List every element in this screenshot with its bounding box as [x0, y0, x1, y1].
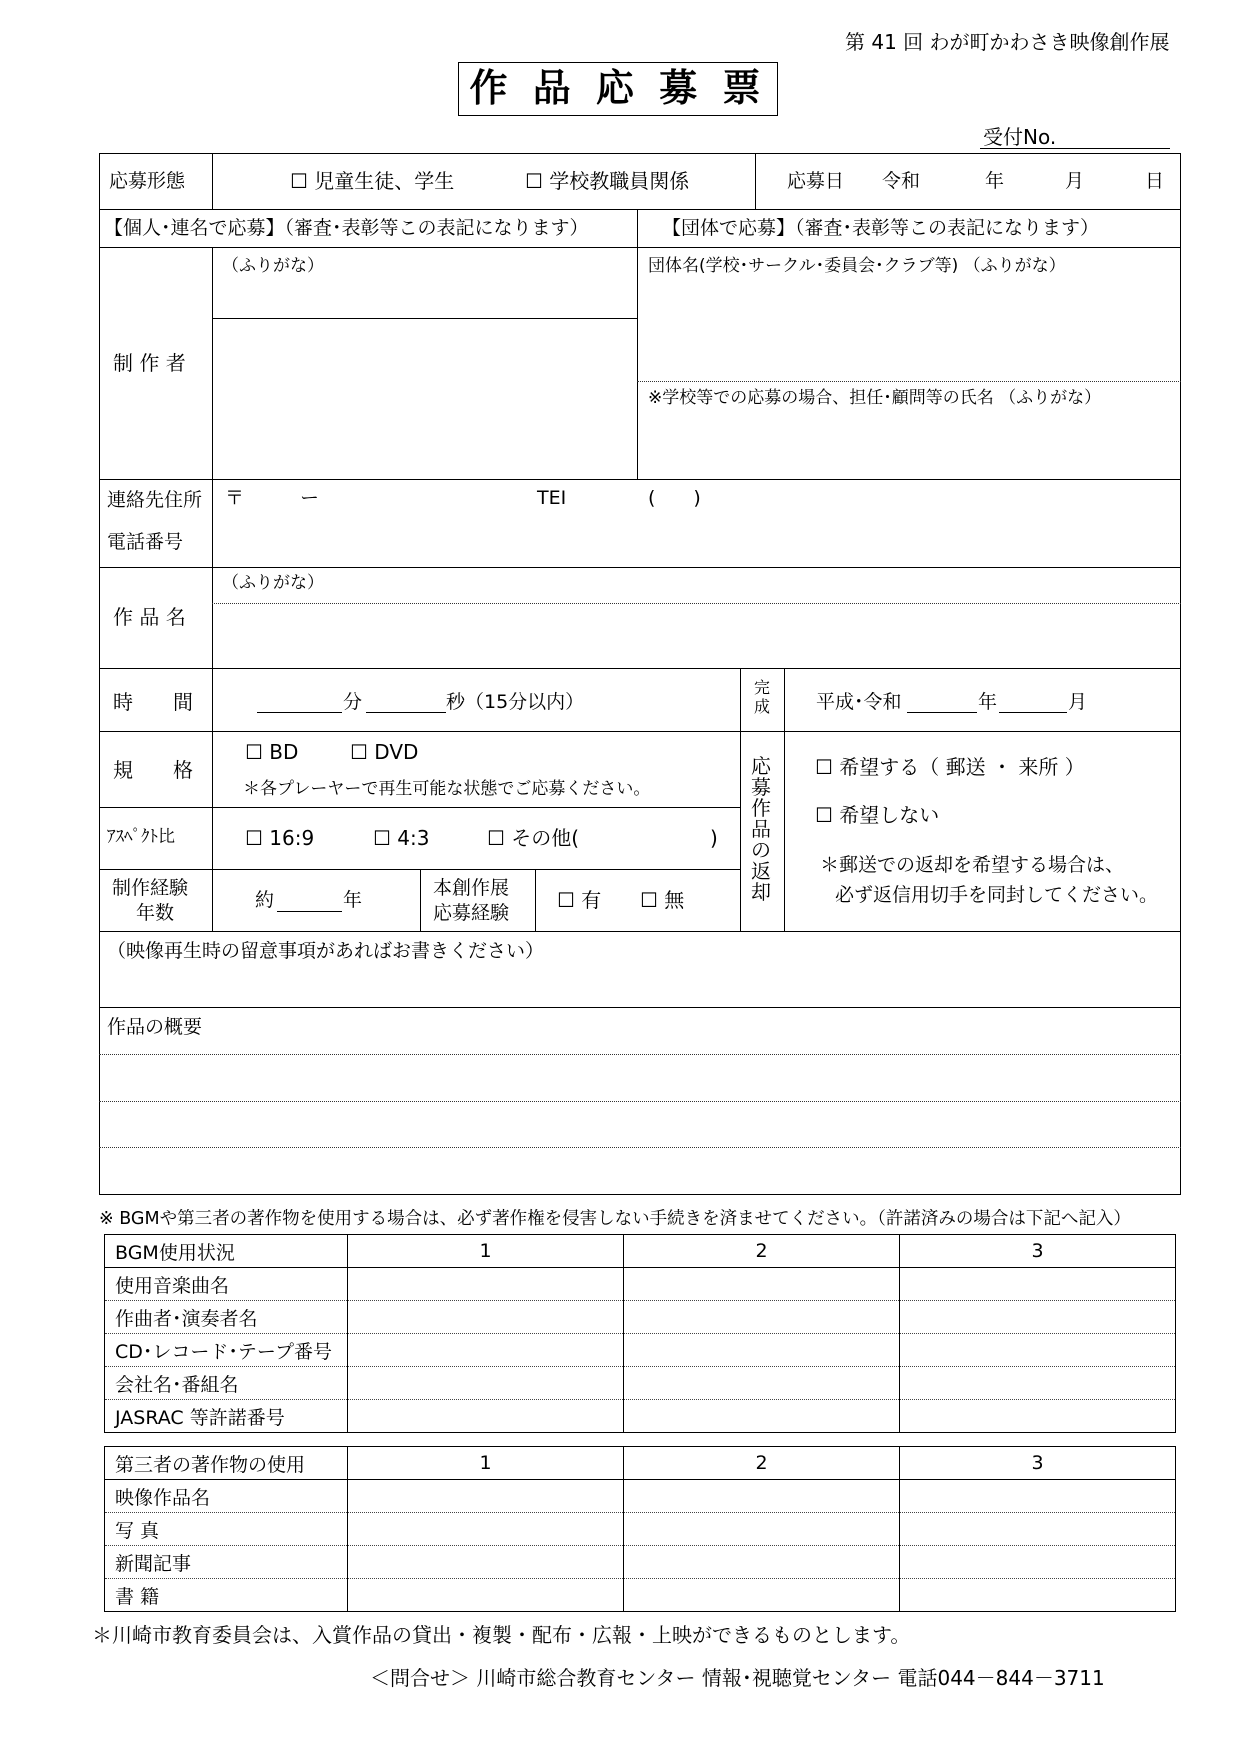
previous-entry-label-2: 応募経験	[433, 902, 510, 924]
tel-area-paren: ( )	[648, 487, 701, 509]
third-cell[interactable]	[624, 1513, 900, 1546]
bgm-cell[interactable]	[348, 1400, 624, 1433]
postal-mark: 〒	[225, 487, 245, 509]
creator-name-input[interactable]	[214, 320, 635, 477]
bgm-cell[interactable]	[624, 1400, 900, 1433]
address-input[interactable]	[214, 481, 1179, 565]
bgm-header-3: 3	[900, 1235, 1176, 1268]
work-title-input[interactable]	[214, 605, 1179, 666]
return-yes-checkbox[interactable]: ☐ 希望する（ 郵送 ・ 来所 ）	[815, 755, 1085, 779]
playback-notes-input[interactable]	[101, 965, 1179, 1005]
day-label: 日	[1145, 170, 1165, 192]
aspect-other-checkbox[interactable]: ☐ その他(	[487, 826, 580, 850]
bgm-cell[interactable]	[624, 1334, 900, 1367]
bgm-cell[interactable]	[900, 1301, 1176, 1334]
advisor-label: ※学校等での応募の場合、担任･顧問等の氏名 （ふりがな）	[648, 388, 1102, 408]
third-header-3: 3	[900, 1447, 1176, 1480]
third-header-1: 1	[348, 1447, 624, 1480]
third-cell[interactable]	[624, 1480, 900, 1513]
contact-info: ＜問合せ＞ 川崎市総合教育センター 情報･視聴覚センター 電話044－844－3711	[370, 1666, 1105, 1690]
time-label: 時 間	[113, 690, 193, 714]
third-row-label: 新聞記事	[105, 1546, 348, 1579]
bgm-cell[interactable]	[900, 1334, 1176, 1367]
dvd-checkbox[interactable]: ☐ DVD	[350, 740, 419, 764]
work-title-label: 作 品 名	[113, 605, 186, 629]
bgm-header-label: BGM使用状況	[105, 1235, 348, 1268]
bgm-row-label: JASRAC 等許諾番号	[105, 1400, 348, 1433]
experience-year-unit: 年	[343, 889, 363, 911]
tel-label: TEI	[537, 487, 567, 509]
playback-notes-label: （映像再生時の留意事項があればお書きください）	[107, 940, 545, 962]
third-party-table	[104, 1446, 1176, 1612]
bd-checkbox[interactable]: ☐ BD	[245, 740, 299, 764]
third-cell[interactable]	[348, 1546, 624, 1579]
bgm-cell[interactable]	[900, 1400, 1176, 1433]
bgm-header-1: 1	[348, 1235, 624, 1268]
form-title: 作 品 応 募 票	[469, 66, 767, 110]
contact-address-label: 連絡先住所	[107, 489, 203, 511]
bgm-cell[interactable]	[624, 1268, 900, 1301]
bgm-cell[interactable]	[900, 1268, 1176, 1301]
month-label: 月	[1065, 170, 1085, 192]
bgm-table	[104, 1234, 1176, 1433]
format-label: 規 格	[113, 758, 193, 782]
postal-dash: ー	[300, 487, 320, 509]
summary-input[interactable]	[101, 1056, 1179, 1193]
third-row-label: 映像作品名	[105, 1480, 348, 1513]
entry-date-label: 応募日	[787, 170, 845, 192]
third-cell[interactable]	[900, 1513, 1176, 1546]
third-cell[interactable]	[624, 1546, 900, 1579]
third-cell[interactable]	[348, 1579, 624, 1612]
era-label: 令和	[882, 170, 921, 192]
entry-student-checkbox[interactable]: ☐ 児童生徒、学生	[290, 169, 455, 193]
completed-month-unit: 月	[1068, 691, 1088, 713]
contact-phone-label: 電話番号	[107, 531, 184, 553]
bgm-row-label: 使用音楽曲名	[105, 1268, 348, 1301]
copyright-note: ※ BGMや第三者の著作物を使用する場合は、必ず著作権を侵害しない手続きを済ませてください。（許諾済みの場合は下記へ記入）	[99, 1209, 1131, 1229]
previous-yes-checkbox[interactable]: ☐ 有	[557, 888, 602, 912]
return-note-2: 必ず返信用切手を同封してください。	[835, 884, 1159, 906]
aspect-other-close: )	[710, 826, 718, 850]
year-label: 年	[985, 170, 1005, 192]
seconds-blank[interactable]	[366, 712, 446, 713]
aspect-label: ｱｽﾍﾟｸﾄ比	[107, 827, 175, 847]
third-cell[interactable]	[348, 1480, 624, 1513]
group-header: 【団体で応募】（審査･表彰等この表記になります）	[662, 217, 1100, 239]
entry-type-label: 応募形態	[109, 170, 186, 192]
return-label: 応募作品の返却	[751, 754, 771, 904]
receipt-label: 受付No.	[983, 125, 1057, 149]
return-note-1: ＊郵送での返却を希望する場合は、	[820, 854, 1125, 876]
completed-year-unit: 年	[978, 691, 998, 713]
experience-approx: 約	[255, 889, 275, 911]
bgm-cell[interactable]	[624, 1367, 900, 1400]
usage-rights-note: ＊川崎市教育委員会は、入賞作品の貸出・複製・配布・広報・上映ができるものとします。	[92, 1623, 911, 1647]
third-cell[interactable]	[900, 1579, 1176, 1612]
completed-label: 完成	[753, 678, 770, 717]
creator-label: 制 作 者	[113, 351, 186, 375]
bgm-cell[interactable]	[348, 1334, 624, 1367]
third-row-label: 書 籍	[105, 1579, 348, 1612]
third-header-label: 第三者の著作物の使用	[105, 1447, 348, 1480]
completed-era: 平成･令和	[816, 691, 902, 713]
bgm-row-label: 会社名･番組名	[105, 1367, 348, 1400]
creator-furigana-label: （ふりがな）	[222, 256, 324, 276]
group-name-input[interactable]	[640, 280, 1179, 380]
event-title: 第 41 回 わが町かわさき映像創作展	[845, 30, 1170, 54]
bgm-cell[interactable]	[348, 1268, 624, 1301]
return-no-checkbox[interactable]: ☐ 希望しない	[815, 803, 940, 827]
experience-label-1: 制作経験	[112, 877, 189, 899]
third-cell[interactable]	[624, 1579, 900, 1612]
third-cell[interactable]	[900, 1546, 1176, 1579]
third-cell[interactable]	[348, 1513, 624, 1546]
previous-no-checkbox[interactable]: ☐ 無	[640, 888, 685, 912]
third-row-label: 写 真	[105, 1513, 348, 1546]
summary-label: 作品の概要	[107, 1016, 203, 1038]
receipt-line	[980, 148, 1170, 149]
bgm-row-label: 作曲者･演奏者名	[105, 1301, 348, 1334]
bgm-cell[interactable]	[348, 1301, 624, 1334]
bgm-row-label: CD･レコード･テープ番号	[105, 1334, 348, 1367]
entry-teacher-checkbox[interactable]: ☐ 学校教職員関係	[525, 169, 690, 193]
seconds-unit: 秒（15分以内）	[446, 691, 585, 713]
aspect-4-3-checkbox[interactable]: ☐ 4:3	[373, 826, 430, 850]
bgm-cell[interactable]	[348, 1367, 624, 1400]
third-cell[interactable]	[900, 1480, 1176, 1513]
minutes-unit: 分	[343, 691, 363, 713]
bgm-cell[interactable]	[900, 1367, 1176, 1400]
aspect-16-9-checkbox[interactable]: ☐ 16:9	[245, 826, 315, 850]
minutes-blank[interactable]	[257, 712, 342, 713]
third-header-2: 2	[624, 1447, 900, 1480]
bgm-header-2: 2	[624, 1235, 900, 1268]
format-note: ＊各プレーヤーで再生可能な状態でご応募ください。	[243, 779, 651, 799]
completed-year-blank[interactable]	[907, 712, 977, 713]
group-name-label: 団体名(学校･サークル･委員会･クラブ等) （ふりがな）	[648, 256, 1066, 276]
completed-month-blank[interactable]	[999, 712, 1067, 713]
experience-label-2: 年数	[136, 902, 175, 924]
bgm-cell[interactable]	[624, 1301, 900, 1334]
experience-years-blank[interactable]	[277, 911, 342, 912]
previous-entry-label-1: 本創作展	[433, 877, 510, 899]
individual-header: 【個人･連名で応募】（審査･表彰等この表記になります）	[104, 217, 589, 239]
work-title-furigana: （ふりがな）	[222, 573, 324, 593]
